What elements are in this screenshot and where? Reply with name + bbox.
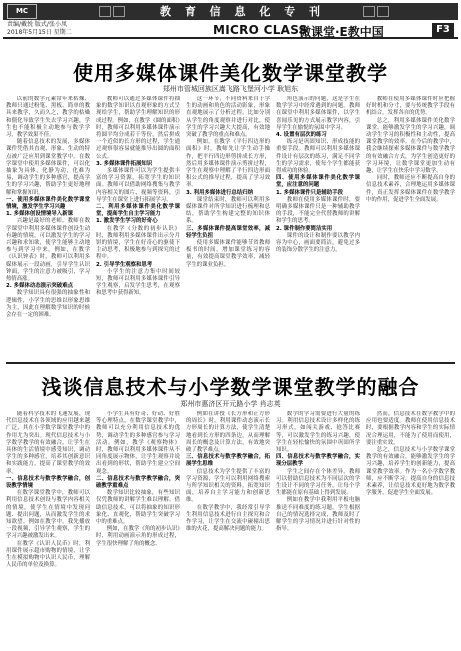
ornament-icon xyxy=(113,6,125,17)
section-title-cn: 微课堂·E教中国 xyxy=(299,25,384,39)
header-meta xyxy=(7,21,72,37)
body-paragraph: 数学知识比较抽象，有些知识仅凭教师的讲解学生难以理解。借助信息技术，可以将抽象的知识形象化、直观化，帮助学生突破学习中的重难点。 xyxy=(96,490,180,526)
body-paragraph: 例如，在教学《平行四边形的面积》时，教师先让学生动手操作，把平行四边形剪拼成长方形，然后用多媒体课件演示剪拼过程，学生在观察中理解了平行四边形面积公式的推导过程，提高了学习效率。 xyxy=(186,139,270,189)
body-paragraph: 例如，在教学《角的初步认识》时，利用动画演示角的形成过程，学生很快理解了角的概念。 xyxy=(96,526,180,547)
body-paragraph: 学生之间存在个体差异，教师可以借助信息技术为不同层次的学生设计不同的学习任务，让每个学生都能在原有基础上得到发展。 xyxy=(276,468,360,497)
editor-line: 责编/戴悦 版式/张小凤 xyxy=(7,21,67,28)
subsection-heading: 2. 课件制作要简洁实用 xyxy=(276,225,333,232)
newspaper-logo: MC xyxy=(7,4,37,19)
article1-column-5 xyxy=(366,96,455,358)
body-paragraph: 数学的学习需要进行大量的练习。利用信息技术设计多样化的练习形式，如闯关游戏、抢答比赛等，可以激发学生的练习兴趣，使学生在轻松愉快的氛围中巩固所学知识。 xyxy=(276,411,360,454)
subsection-heading: 2. 多媒体动态演示突破难点 xyxy=(6,283,73,290)
article1-column-3 xyxy=(186,96,270,358)
body-paragraph: 同时，教师还应不断提高自身的信息技术素养，合理地运用多媒体课件，真正发挥多媒体课件在数学教学中的作用，促进学生全面发展。 xyxy=(366,175,455,203)
section-heading: 二、利用多媒体课件美化数学课堂，提高学生自主学习能力 xyxy=(96,204,180,218)
body-paragraph: 教师在使用多媒体课件时应把握好时机和分寸，要与传统教学手段有机结合，发挥各自的优势。 xyxy=(366,96,455,117)
body-paragraph: 总之，利用多媒体课件美化数学课堂，能够激发学生的学习兴趣，调动学生学习的积极性和主动性，提高课堂教学的效率。在今后的教学中，我会继续探索多媒体课件与数学教学的有效融合方式，为学生创造更好的学习环境，让数学课堂更加生动有趣，让学生在快乐中学习数学。 xyxy=(366,117,455,175)
subsection-heading: 2. 引导学生观察和思考 xyxy=(96,261,153,268)
body-paragraph: 教师在使用多媒体课件时，要明确多媒体课件只是一种辅助教学的手段，不能完全代替教师的讲解和学生的思考。 xyxy=(276,196,360,225)
section-title-en: MICRO CLASS xyxy=(213,23,308,37)
article2-byline: 郑州市惠济区开元路小学 肖志英 xyxy=(180,400,281,408)
article2-column-2 xyxy=(96,411,180,647)
date-line: 2018年5月15日 星期二 xyxy=(7,29,72,36)
ornament-icon xyxy=(363,6,375,17)
masthead-banner xyxy=(3,3,458,20)
body-paragraph: 在教学《分数的初步认识》时，教师利用多媒体课件出示分月饼的情境，学生在好奇心的驱使下主动思考，积极地参与到探究的过程中。 xyxy=(96,225,180,261)
body-paragraph: 例如在教学中我利用平板电脑推送不同难度的练习题，学生根据自己的情况选择完成，教师及时了解学生的学习情况并进行针对性的指导。 xyxy=(276,497,360,533)
subsection-heading: 3. 利用多媒体进行总结归纳 xyxy=(186,189,253,196)
body-paragraph: 信息技术为学生提供了丰富的学习资源，学生可以利用网络搜索与所学知识相关的资料，拓宽知识面，培养自主学习能力和创新思维。 xyxy=(186,468,270,504)
body-paragraph: 使用多媒体课件能够节省教师板书的时间，增加课堂练习的容量，有效提高课堂教学效率，减轻学生的课业负担。 xyxy=(186,240,270,268)
article2-title: 浅谈信息技术与小学数学课堂教学的融合 xyxy=(41,375,420,399)
subsection-heading: 1. 多媒体创设情境导入新课 xyxy=(6,211,73,218)
body-paragraph: 兴趣是最好的老师。教师在数学课堂中利用多媒体课件创设生动有趣的情境，可以激发学生的学习兴趣和求知欲，使学生能够主动地参与到学习中来。例如，在教学《认识钟表》时，教师可以利用多媒体展示一段动画，引导学生认识钟面，学生的注意力被吸引，学习热情高涨。 xyxy=(6,218,90,283)
body-paragraph: 随着科学技术的飞速发展，现代信息技术在各领域的应用越来越广泛，其在小学数学课堂教学中的作用尤为突出。现代信息技术与小学数学教学的有效融合，让学生在具体的生活情境中感受知识，调动学生的多种感官，培养其创新意识和实践能力，提高了课堂教学的效率。 xyxy=(6,411,90,475)
body-paragraph: 练习是巩固知识、形成技能的重要手段。教师可以利用多媒体课件设计有层次的练习，满足不同学生的学习需求，使每个学生都能获得成功的体验。 xyxy=(276,139,360,175)
subsection-heading: 1. 激发学生学习的好奇心 xyxy=(96,218,158,225)
body-paragraph: 然而，信息技术在数学教学中的应用也要适度。教师在使用信息技术时，要根据教学内容和学生的实际情况合理运用，不能为了使用而使用，要注重实效。 xyxy=(366,411,455,446)
article2-column-4 xyxy=(276,411,360,647)
section-heading: 三、多媒体课件提高课堂效率，减轻学生负担 xyxy=(186,225,270,239)
subsection-heading: 4. 设置有层次的练习 xyxy=(276,132,327,139)
page-header xyxy=(3,21,458,39)
article1-column-2 xyxy=(96,96,180,358)
section-heading: 四、信息技术与数学教学融合，实现分层教学 xyxy=(276,454,360,468)
article2-column-3 xyxy=(186,411,270,647)
body-paragraph: 多媒体课件可以为学生提供丰富的学习资源，拓宽学生的知识面。教师可以借助网络搜集与教学内容相关的图片、视频等资料，引导学生在课堂上进行拓展学习。 xyxy=(96,168,180,203)
body-paragraph: 在数学课堂教学中，教师可以利用信息技术创设与教学内容相关的情境，使学生在情境中发现问题、提出问题，从而激发学生的求知欲望。例如在教学中，我先播放一段视频，引导学生观察，学生的学习兴趣被激发出来。 xyxy=(6,490,90,540)
body-paragraph: 小学生具有好奇、好动、好胜等心理特点，在数学课堂教学中，教师可以充分利用信息技术的优势，调动学生的多种感官参与学习活动。例如，教学《观察物体》时，教师可以利用多媒体课件从不同角度展示物体，让学生观察并说出看到的形状，帮助学生建立空间观念。 xyxy=(96,411,180,475)
body-paragraph: 在数学教学中，我经常引导学生利用信息技术进行自主探究和合作学习，让学生在交流中碰撞出思维的火花，提高解决问题的能力。 xyxy=(186,504,270,533)
article1-column-1 xyxy=(6,96,90,358)
body-paragraph: 教师可以通过多媒体课件将抽象的数学知识以直观形象的方式呈现给学生，帮助学生理解知识的形成过程。例如，在教学《圆的面积》时，教师可以利用多媒体课件演示将圆平均分成若干等份，然后拼成一个近似的长方形的过程，学生通过观察很容易就能推导出圆的面积公式。 xyxy=(96,96,180,160)
ornament-icon xyxy=(377,6,389,17)
article1-title: 使用多媒体课件美化数学课堂教学 xyxy=(73,61,388,85)
section-heading: 四、使用多媒体课件美化数学课堂，应注意的问题 xyxy=(276,175,360,189)
section-heading: 三、信息技术与数学教学融合，拓展学生思维 xyxy=(186,454,270,468)
subsection-heading: 3. 多媒体课件拓展知识 xyxy=(96,160,153,167)
article2-column-1 xyxy=(6,411,90,647)
body-paragraph: 这一环节，不同资料来自于学生的动画和角色的活动影象，形象直观地展示了分析过程，比如分别从学生的角度观察并进行对比，使学生的学习兴趣大大提高，有效地突破了教学的重点和难点。 xyxy=(186,96,270,139)
body-paragraph: 角色演示的问题，这是学生在数学学习中经常遇到的问题。教师在课堂中利用多媒体课件，以学生喜闻乐见的方式展示教学内容，引导学生在愉悦的氛围中学习。 xyxy=(276,96,360,131)
body-paragraph: 以前的数学元素常年来枯燥、教师只通过粉笔、黑板、简单的教具来教学，久而久之，教学的枯燥和僵化导致学生失去学习兴趣，学生也不能积极主动地参与数学学习，教学效果不佳。 xyxy=(6,96,90,139)
body-paragraph: 在教学《认识人民币》时，利用课件展示超市购物的情境，让学生在模拟购物中认识人民币，理解人民币的单位及换算。 xyxy=(6,540,90,569)
section-heading: 一、信息技术与数学教学融合，创设教学情境 xyxy=(6,475,90,490)
article-divider xyxy=(6,362,455,364)
body-paragraph: 例如在讲授《长方形和正方形的周长》时，利用课件动态演示长方形周长的计算方法，使学生清楚地看到长方形的四条边，从而理解周长的概念及计算方法，有效地突破了教学难点。 xyxy=(186,411,270,454)
article2-column-5 xyxy=(366,411,455,647)
section-heading: 二、信息技术与数学教学融合，突破教学重难点 xyxy=(96,475,180,490)
body-paragraph: 课堂结束时，教师可以利用多媒体课件对所学知识进行梳理和总结，帮助学生构建完整的知识体系。 xyxy=(186,196,270,225)
article1-column-4 xyxy=(276,96,360,358)
body-paragraph: 总之，信息技术与小学数学课堂教学的有效融合，能够激发学生的学习兴趣，培养学生的创新能力，提高课堂教学效率。作为一名小学数学教师，应不断学习，提高自身的信息技术素养，让信息技术更好地为数学教学服务，促进学生全面发展。 xyxy=(366,447,455,497)
section-heading: 一、使用多媒体课件美化数学课堂情境，激发学生学习兴趣 xyxy=(6,196,90,211)
page-number: F3 xyxy=(432,23,454,37)
body-paragraph: 数学知识具有很强的抽象性和逻辑性，小学生的思维以形象思维为主，因此在理解数学知识的时候会存在一定的困难。 xyxy=(6,290,90,319)
subsection-heading: 1. 多媒体课件只是辅助手段 xyxy=(276,189,343,196)
section-banner: 教 育 信 息 化 专 刊 xyxy=(160,5,325,18)
ornament-icon xyxy=(99,6,111,17)
body-paragraph: 小学生的注意力集中时间较短，教师可以利用多媒体课件引导学生观察，启发学生思考，在观察和思考中获得新知。 xyxy=(96,268,180,297)
article1-byline: 郑州市管城回族区嵩飞路飞堡河小学 耿旭东 xyxy=(162,85,299,93)
body-paragraph: 课件的设计和制作要以教学内容为中心，画面要简洁，避免过多的装饰分散学生的注意力。 xyxy=(276,232,360,254)
body-paragraph: 随着信息技术的发展，多媒体课件凭借其直观、形象、生动的特点被广泛应用到课堂教学中。在数学课堂中使用多媒体课件，可以化抽象为具体，化静为动，化难为易，调动学生的多种感官，提高学生的学习兴趣，帮助学生更好地理解和掌握知识。 xyxy=(6,139,90,196)
